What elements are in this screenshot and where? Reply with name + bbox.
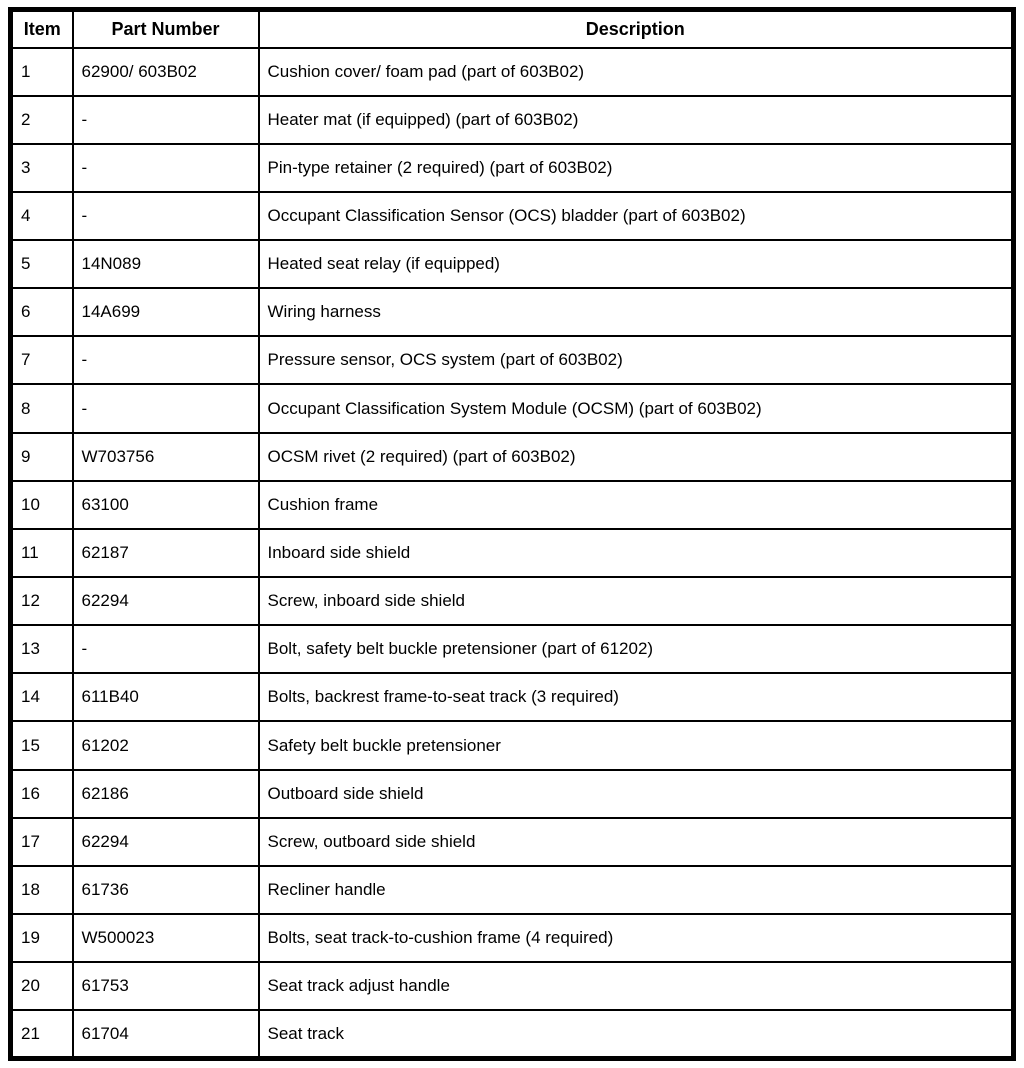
table-body	[11, 48, 1014, 1059]
cell-part-number: 63100	[73, 481, 259, 529]
cell-description: Pin-type retainer (2 required) (part of 603B02)	[259, 144, 1014, 192]
table-row	[11, 770, 1014, 818]
cell-part-number: 61753	[73, 962, 259, 1010]
cell-part-number: -	[73, 192, 259, 240]
cell-part-number: 61736	[73, 866, 259, 914]
cell-item: 14	[11, 673, 73, 721]
table-row	[11, 866, 1014, 914]
table-row	[11, 625, 1014, 673]
cell-part-number: -	[73, 384, 259, 432]
cell-part-number: 61202	[73, 721, 259, 769]
cell-description: Cushion frame	[259, 481, 1014, 529]
cell-description: Safety belt buckle pretensioner	[259, 721, 1014, 769]
cell-description: Bolts, backrest frame-to-seat track (3 required)	[259, 673, 1014, 721]
cell-item: 6	[11, 288, 73, 336]
cell-description: Occupant Classification System Module (OCSM) (part of 603B02)	[259, 384, 1014, 432]
cell-description: Heater mat (if equipped) (part of 603B02)	[259, 96, 1014, 144]
cell-item: 15	[11, 721, 73, 769]
cell-description: Pressure sensor, OCS system (part of 603B02)	[259, 336, 1014, 384]
cell-part-number: W703756	[73, 433, 259, 481]
cell-part-number: W500023	[73, 914, 259, 962]
cell-item: 1	[11, 48, 73, 96]
cell-item: 4	[11, 192, 73, 240]
cell-item: 7	[11, 336, 73, 384]
cell-description: Wiring harness	[259, 288, 1014, 336]
cell-item: 11	[11, 529, 73, 577]
cell-item: 8	[11, 384, 73, 432]
table-row	[11, 384, 1014, 432]
cell-description: Recliner handle	[259, 866, 1014, 914]
table-row	[11, 144, 1014, 192]
header-item: Item	[11, 10, 73, 48]
table-row	[11, 481, 1014, 529]
table-row	[11, 288, 1014, 336]
cell-description: Bolt, safety belt buckle pretensioner (part of 61202)	[259, 625, 1014, 673]
table-row	[11, 1010, 1014, 1058]
table-row	[11, 914, 1014, 962]
cell-description: Outboard side shield	[259, 770, 1014, 818]
cell-description: Cushion cover/ foam pad (part of 603B02)	[259, 48, 1014, 96]
table-row	[11, 192, 1014, 240]
cell-part-number: -	[73, 336, 259, 384]
header-description: Description	[259, 10, 1014, 48]
cell-part-number: -	[73, 96, 259, 144]
cell-item: 5	[11, 240, 73, 288]
cell-description: Seat track adjust handle	[259, 962, 1014, 1010]
header-part-number: Part Number	[73, 10, 259, 48]
cell-description: Screw, outboard side shield	[259, 818, 1014, 866]
cell-part-number: 62294	[73, 577, 259, 625]
table-row	[11, 673, 1014, 721]
table-row	[11, 721, 1014, 769]
parts-table	[8, 7, 1016, 1061]
cell-part-number: 14A699	[73, 288, 259, 336]
table-row	[11, 48, 1014, 96]
cell-part-number: 14N089	[73, 240, 259, 288]
table-row	[11, 962, 1014, 1010]
table-row	[11, 433, 1014, 481]
table-row	[11, 818, 1014, 866]
cell-description: OCSM rivet (2 required) (part of 603B02)	[259, 433, 1014, 481]
cell-item: 10	[11, 481, 73, 529]
cell-part-number: 61704	[73, 1010, 259, 1058]
cell-part-number: 62900/ 603B02	[73, 48, 259, 96]
cell-item: 20	[11, 962, 73, 1010]
cell-item: 21	[11, 1010, 73, 1058]
cell-part-number: 62294	[73, 818, 259, 866]
cell-item: 3	[11, 144, 73, 192]
cell-item: 13	[11, 625, 73, 673]
cell-description: Screw, inboard side shield	[259, 577, 1014, 625]
cell-description: Heated seat relay (if equipped)	[259, 240, 1014, 288]
cell-item: 19	[11, 914, 73, 962]
cell-item: 9	[11, 433, 73, 481]
cell-item: 17	[11, 818, 73, 866]
cell-item: 16	[11, 770, 73, 818]
cell-item: 18	[11, 866, 73, 914]
cell-description: Seat track	[259, 1010, 1014, 1058]
table-row	[11, 529, 1014, 577]
cell-item: 2	[11, 96, 73, 144]
cell-part-number: 611B40	[73, 673, 259, 721]
table-header-row	[11, 10, 1014, 48]
table-row	[11, 336, 1014, 384]
cell-part-number: 62187	[73, 529, 259, 577]
cell-part-number: 62186	[73, 770, 259, 818]
table-row	[11, 96, 1014, 144]
cell-description: Occupant Classification Sensor (OCS) bladder (part of 603B02)	[259, 192, 1014, 240]
cell-description: Bolts, seat track-to-cushion frame (4 required)	[259, 914, 1014, 962]
cell-part-number: -	[73, 625, 259, 673]
table-row	[11, 577, 1014, 625]
cell-description: Inboard side shield	[259, 529, 1014, 577]
cell-item: 12	[11, 577, 73, 625]
table-row	[11, 240, 1014, 288]
cell-part-number: -	[73, 144, 259, 192]
